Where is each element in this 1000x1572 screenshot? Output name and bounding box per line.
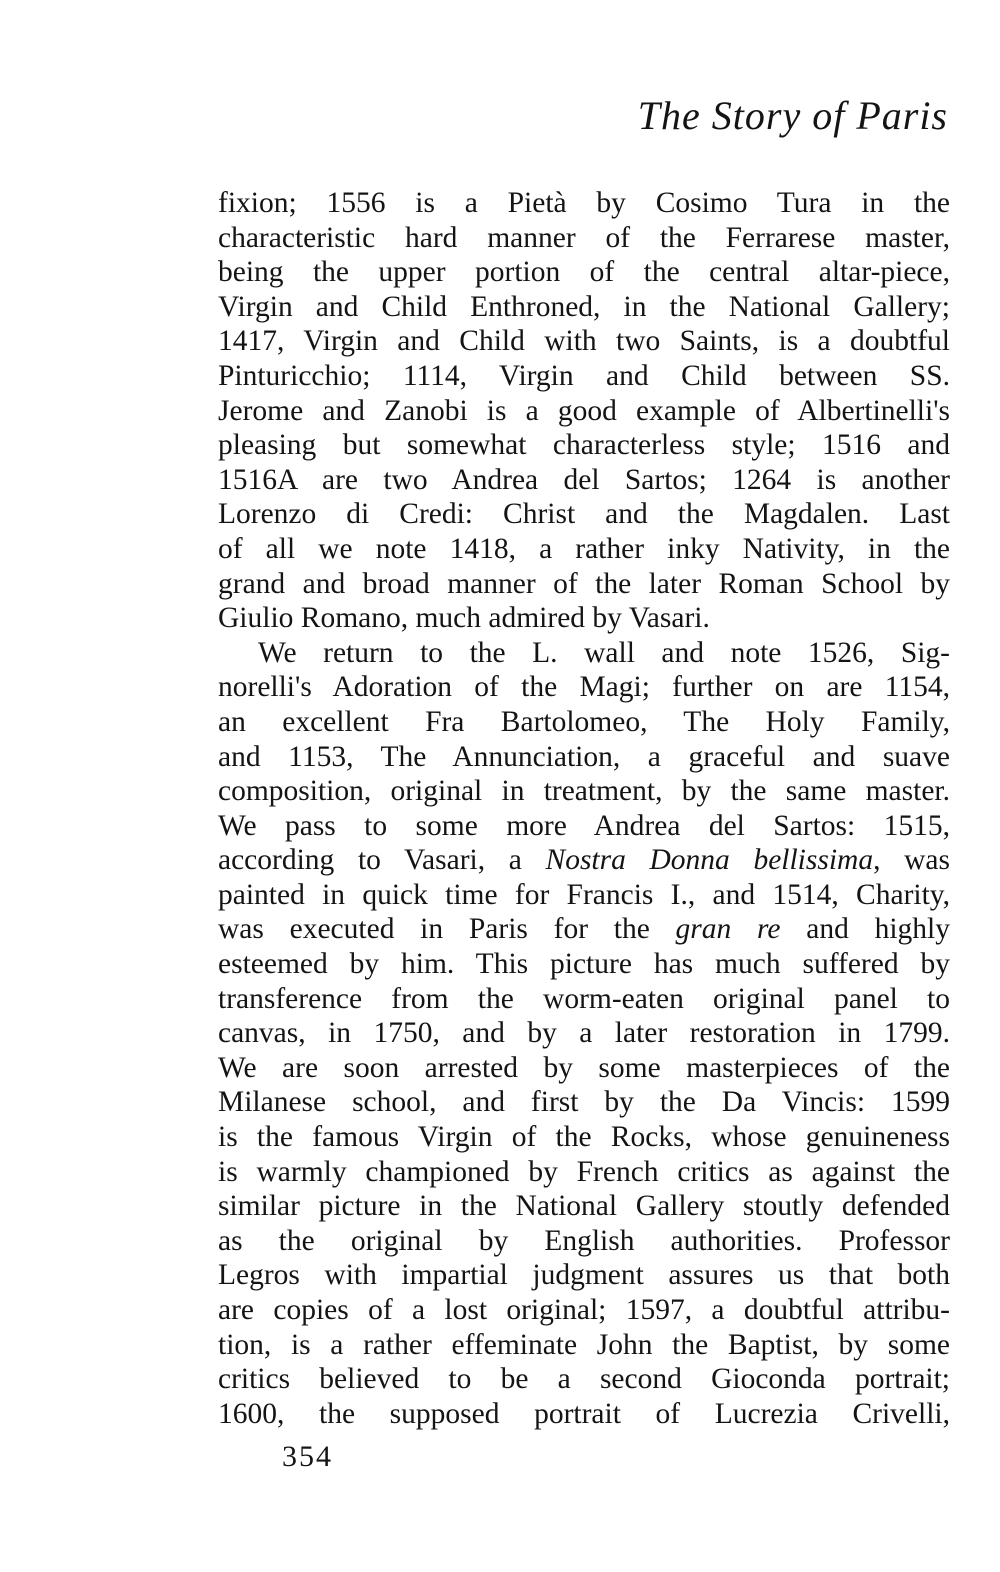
text-line: 1516A are two Andrea del Sartos; 1264 is another [218, 463, 950, 496]
text-line: and 1153, The Annunciation, a graceful and suave [218, 740, 950, 773]
text-line: esteemed by him. This picture has much suffered by [218, 948, 950, 981]
paragraph-end-line: Giulio Romano, much admired by Vasari. [218, 602, 710, 635]
text-line: tion, is a rather effeminate John the Baptist, by some [218, 1328, 950, 1361]
text-line: grand and broad manner of the later Roman School by [218, 567, 950, 600]
text-line: painted in quick time for Francis I., and 1514, Charity, [218, 878, 950, 911]
text-line: is the famous Virgin of the Rocks, whose genuineness [218, 1121, 950, 1154]
text-line: Jerome and Zanobi is a good example of Albertinelli's [218, 394, 950, 427]
text-line: We are soon arrested by some masterpieces of the [218, 1051, 950, 1084]
text-line: are copies of a lost original; 1597, a doubtful attribu- [218, 1294, 950, 1326]
text-line: as the original by English authorities. Professor [218, 1224, 950, 1257]
text-line: of all we note 1418, a rather inky Nativity, in the [218, 532, 950, 565]
text-line: Virgin and Child Enthroned, in the National Gallery; [218, 290, 950, 323]
text-line: canvas, in 1750, and by a later restoration in 1799. [218, 1017, 950, 1050]
text-line: Lorenzo di Credi: Christ and the Magdalen. Last [218, 498, 950, 531]
text-line [218, 912, 950, 947]
text-fragment: and highly [780, 913, 950, 946]
text-line: 1417, Virgin and Child with two Saints, is a doubtful [218, 325, 950, 358]
text-line: Pinturicchio; 1114, Virgin and Child between SS. [218, 359, 950, 392]
text-line: similar picture in the National Gallery stoutly defended [218, 1190, 950, 1223]
text-line: fixion; 1556 is a Pietà by Cosimo Tura in the [218, 187, 950, 219]
text-line: Milanese school, and first by the Da Vincis: 1599 [218, 1086, 950, 1119]
italic-phrase: gran re [675, 913, 781, 946]
text-line: being the upper portion of the central altar-piece, [218, 256, 950, 289]
text-line: transference from the worm-eaten original panel to [218, 982, 950, 1015]
paragraph-start-line: We return to the L. wall and note 1526, Sig- [258, 636, 950, 669]
text-line: critics believed to be a second Gioconda portrait; [218, 1363, 950, 1396]
text-line [218, 843, 950, 878]
text-line: We pass to some more Andrea del Sartos: 1515, [218, 809, 950, 842]
text-line: an excellent Fra Bartolomeo, The Holy Family, [218, 705, 950, 738]
text-line: norelli's Adoration of the Magi; further on are 1154, [218, 671, 950, 704]
text-line: Legros with impartial judgment assures us that both [218, 1259, 950, 1292]
text-fragment: according to Vasari, a [218, 844, 546, 877]
text-line: pleasing but somewhat characterless style; 1516 and [218, 429, 950, 462]
text-line: 1600, the supposed portrait of Lucrezia Crivelli, [218, 1397, 950, 1430]
text-fragment: was executed in Paris for the [218, 913, 676, 946]
text-line: is warmly championed by French critics as against the [218, 1155, 950, 1188]
body-text [218, 186, 950, 1431]
italic-phrase: Nostra Donna bellissima [545, 844, 874, 877]
text-line: composition, original in treatment, by the same master. [218, 775, 950, 808]
text-fragment: , was [873, 844, 950, 877]
running-head: The Story of Paris [637, 93, 948, 138]
page-number: 354 [282, 1440, 333, 1473]
text-line: characteristic hard manner of the Ferrarese master, [218, 221, 950, 254]
